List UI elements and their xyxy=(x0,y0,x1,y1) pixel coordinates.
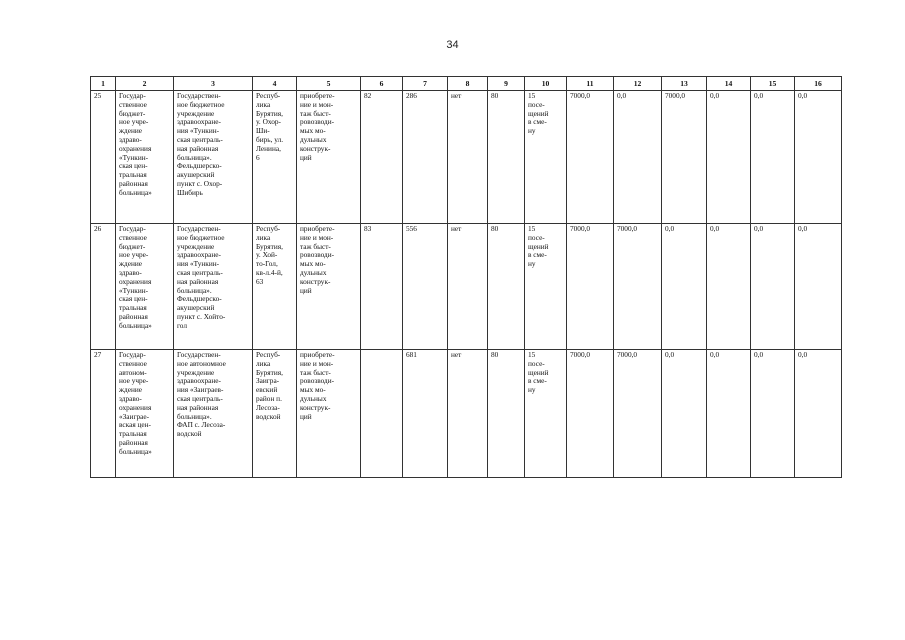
cell-col-8: нет xyxy=(448,91,488,224)
cell-capacity: 15 посе- щений в сме- ну xyxy=(525,91,567,224)
cell-col-7: 681 xyxy=(403,350,448,478)
cell-col-8: нет xyxy=(448,224,488,350)
column-header-1: 1 xyxy=(91,77,116,91)
cell-col-12: 7000,0 xyxy=(614,224,662,350)
cell-col-9: 80 xyxy=(488,91,525,224)
cell-number: 25 xyxy=(91,91,116,224)
cell-col-14: 0,0 xyxy=(707,350,751,478)
cell-activity: приобрете- ние и мон- таж быст- ровозводи- мых мо- дульных конструк- ций xyxy=(297,91,361,224)
cell-facility: Государствен- ное бюджетное учреждение здравоохране- ния «Тункин- ская централь- ная районная больница». Фельдшерско- акушерский пункт с. Хойто- гол xyxy=(174,224,253,350)
cell-address: Респуб- лика Бурятия, Заигра- евский район п. Лесоза- водской xyxy=(253,350,297,478)
column-header-8: 8 xyxy=(448,77,488,91)
header-row xyxy=(91,77,842,91)
cell-col-12: 0,0 xyxy=(614,91,662,224)
column-header-16: 16 xyxy=(795,77,842,91)
cell-organization: Государ- ственное бюджет- ное учре- ждение здраво- охранения «Тункин- ская цен- тральная районная больница» xyxy=(116,91,174,224)
cell-col-9: 80 xyxy=(488,350,525,478)
cell-col-6 xyxy=(361,350,403,478)
cell-capacity: 15 посе- щений в сме- ну xyxy=(525,224,567,350)
cell-col-9: 80 xyxy=(488,224,525,350)
column-header-4: 4 xyxy=(253,77,297,91)
column-header-15: 15 xyxy=(751,77,795,91)
cell-organization: Государ- ственное бюджет- ное учре- ждение здраво- охранения «Тункин- ская цен- тральная районная больница» xyxy=(116,224,174,350)
cell-col-6: 83 xyxy=(361,224,403,350)
cell-col-13: 0,0 xyxy=(662,224,707,350)
cell-facility: Государствен- ное бюджетное учреждение здравоохране- ния «Тункин- ская централь- ная районная больница». Фельдшерско- акушерский пункт с. Охор- Шибирь xyxy=(174,91,253,224)
column-header-9: 9 xyxy=(488,77,525,91)
cell-col-12: 7000,0 xyxy=(614,350,662,478)
cell-address: Респуб- лика Бурятия, у. Хой- то-Гол, кв-л.4-й, 63 xyxy=(253,224,297,350)
column-header-2: 2 xyxy=(116,77,174,91)
column-header-11: 11 xyxy=(567,77,614,91)
column-header-6: 6 xyxy=(361,77,403,91)
cell-col-14: 0,0 xyxy=(707,224,751,350)
cell-facility: Государствен- ное автономное учреждение здравоохране- ния «Заиграев- ская централь- ная районная больница». ФАП с. Лесоза- водской xyxy=(174,350,253,478)
cell-activity: приобрете- ние и мон- таж быст- ровозводи- мых мо- дульных конструк- ций xyxy=(297,224,361,350)
cell-address: Респуб- лика Бурятия, у. Охор- Ши- бирь, ул. Ленина, 6 xyxy=(253,91,297,224)
cell-number: 26 xyxy=(91,224,116,350)
column-header-10: 10 xyxy=(525,77,567,91)
cell-col-11: 7000,0 xyxy=(567,350,614,478)
cell-col-11: 7000,0 xyxy=(567,224,614,350)
cell-col-6: 82 xyxy=(361,91,403,224)
column-header-7: 7 xyxy=(403,77,448,91)
cell-col-13: 7000,0 xyxy=(662,91,707,224)
cell-capacity: 15 посе- щений в сме- ну xyxy=(525,350,567,478)
column-header-12: 12 xyxy=(614,77,662,91)
cell-col-16: 0,0 xyxy=(795,224,842,350)
data-table xyxy=(90,76,842,478)
table-row xyxy=(91,350,842,478)
cell-col-15: 0,0 xyxy=(751,91,795,224)
cell-col-15: 0,0 xyxy=(751,350,795,478)
cell-number: 27 xyxy=(91,350,116,478)
column-header-13: 13 xyxy=(662,77,707,91)
cell-col-16: 0,0 xyxy=(795,91,842,224)
cell-col-8: нет xyxy=(448,350,488,478)
cell-col-7: 286 xyxy=(403,91,448,224)
column-header-5: 5 xyxy=(297,77,361,91)
cell-col-16: 0,0 xyxy=(795,350,842,478)
page-number: 34 xyxy=(446,39,459,51)
cell-col-11: 7000,0 xyxy=(567,91,614,224)
column-header-14: 14 xyxy=(707,77,751,91)
cell-organization: Государ- ственное автоном- ное учре- ждение здраво- охранения «Заиграе- вская цен- тральная районная больница» xyxy=(116,350,174,478)
cell-col-7: 556 xyxy=(403,224,448,350)
table-row xyxy=(91,91,842,224)
column-header-3: 3 xyxy=(174,77,253,91)
cell-activity: приобрете- ние и мон- таж быст- ровозводи- мых мо- дульных конструк- ций xyxy=(297,350,361,478)
table-row xyxy=(91,224,842,350)
cell-col-13: 0,0 xyxy=(662,350,707,478)
cell-col-15: 0,0 xyxy=(751,224,795,350)
cell-col-14: 0,0 xyxy=(707,91,751,224)
